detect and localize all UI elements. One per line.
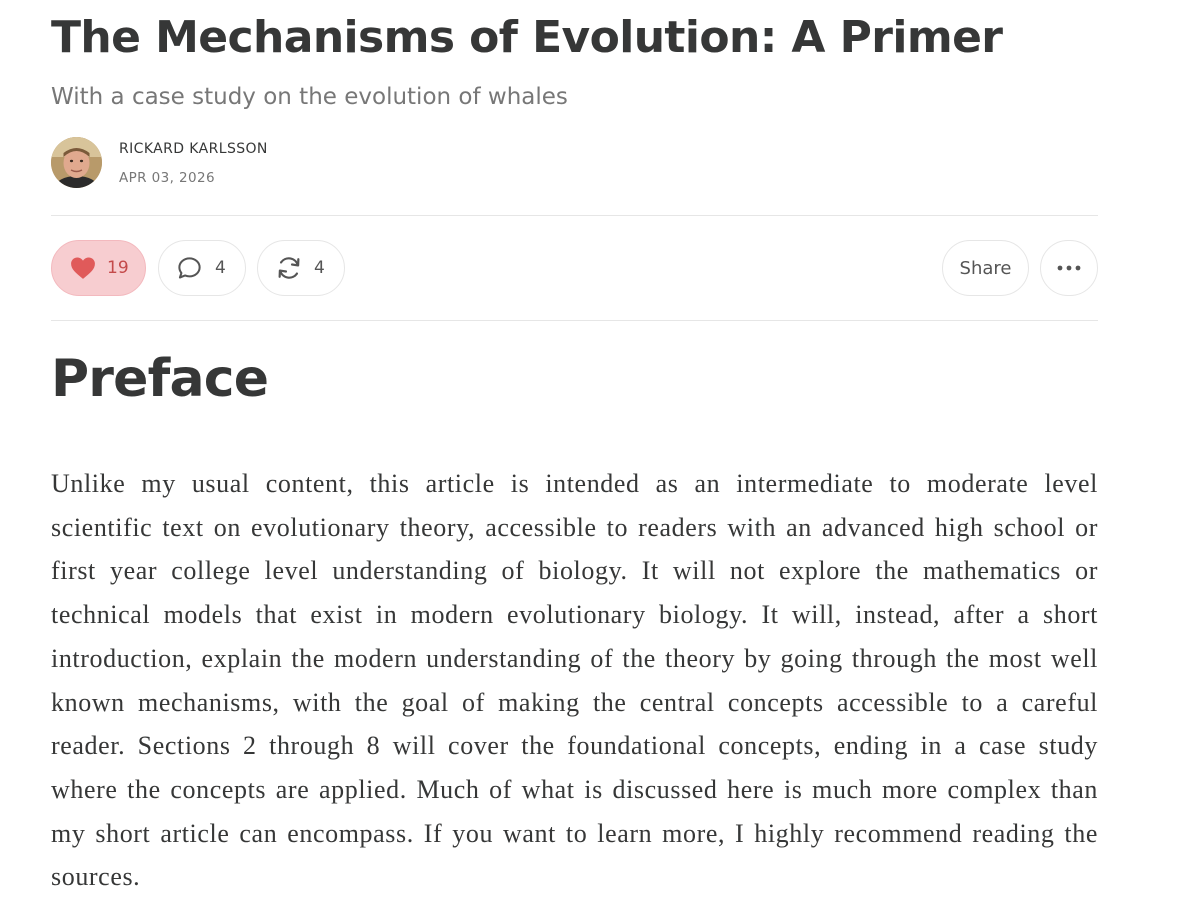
author-name[interactable]: RICKARD KARLSSON <box>119 141 268 157</box>
post-subtitle: With a case study on the evolution of whales <box>51 84 568 110</box>
refresh-arrows-icon <box>275 254 303 282</box>
speech-bubble-icon <box>176 255 203 282</box>
ellipsis-icon <box>1057 265 1081 271</box>
like-count: 19 <box>107 258 129 278</box>
section-heading: Preface <box>51 349 269 409</box>
like-button[interactable] <box>51 240 146 296</box>
preface-paragraph: Unlike my usual content, this article is intended as an intermediate to moderate level scientific text on evolutionary theory, accessible to readers with an advanced high school or first year college level understanding of biology. It will not explore the mathematics or technical models that exist in modern evolutionary biology. It will, instead, after a short introduction, explain the modern understanding of the theory by going through the most well known mechanisms, with the goal of making the central concepts accessible to a careful reader. Sections 2 through 8 will cover the foundational concepts, ending in a case study where the concepts are applied. Much of what is discussed here is much more complex than my short article can encompass. If you want to learn more, I highly recommend reading the sources. <box>51 469 1098 892</box>
author-avatar[interactable] <box>51 137 102 188</box>
divider-bottom <box>51 320 1098 321</box>
divider-top <box>51 215 1098 216</box>
byline <box>51 137 451 191</box>
post-actions-bar <box>51 240 1098 298</box>
restack-button[interactable] <box>257 240 345 296</box>
share-button[interactable]: Share <box>942 240 1029 296</box>
comment-button[interactable] <box>158 240 246 296</box>
avatar-portrait-icon <box>51 137 102 188</box>
more-options-button[interactable] <box>1040 240 1098 296</box>
post-title: The Mechanisms of Evolution: A Primer <box>51 12 1003 63</box>
heart-icon <box>70 256 96 280</box>
post-date: APR 03, 2026 <box>119 170 215 186</box>
restack-count: 4 <box>314 258 325 278</box>
comment-count: 4 <box>215 258 226 278</box>
